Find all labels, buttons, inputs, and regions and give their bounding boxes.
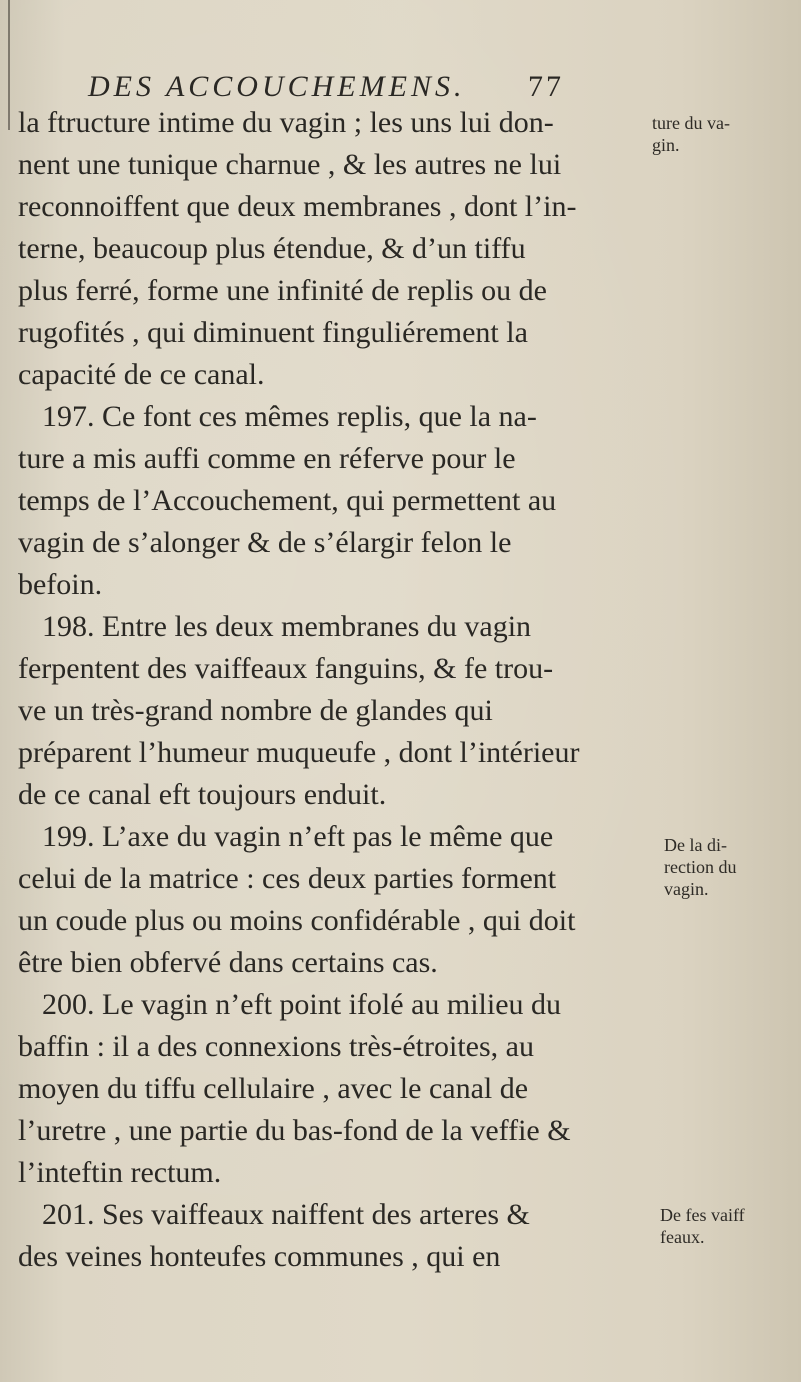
body-line: ve un très-grand nombre de glandes qui	[18, 694, 493, 727]
margin-note	[664, 834, 736, 900]
margin-note-line: ture du va-	[652, 113, 730, 133]
margin-note-line: rection du	[664, 857, 737, 877]
body-line: de ce canal eft toujours enduit.	[18, 778, 387, 811]
page-number: 77	[528, 70, 564, 103]
body-line: préparent l’humeur muqueufe , dont l’intérieur	[18, 736, 580, 769]
margin-note-line: feaux.	[660, 1227, 705, 1247]
header-title: DES ACCOUCHEMENS.	[88, 70, 466, 103]
body-line: ferpentent des vaiffeaux fanguins, & fe trou-	[18, 652, 554, 685]
body-line: 201. Ses vaiffeaux naiffent des arteres &	[42, 1198, 530, 1231]
body-line: 200. Le vagin n’eft point ifolé au milieu du	[42, 988, 562, 1021]
margin-note	[652, 112, 730, 156]
body-line: l’inteftin rectum.	[18, 1156, 222, 1189]
body-line: nent une tunique charnue , & les autres ne lui	[18, 148, 562, 181]
body-line: vagin de s’alonger & de s’élargir felon le	[18, 526, 512, 559]
margin-note-line: De la di-	[664, 835, 727, 855]
body-line: rugofités , qui diminuent finguliérement la	[18, 316, 528, 349]
body-line: plus ferré, forme une infinité de replis ou de	[18, 274, 547, 307]
running-header	[88, 70, 608, 104]
body-line: befoin.	[18, 568, 103, 601]
body-line: un coude plus ou moins confidérable , qui doit	[18, 904, 576, 937]
body-line: terne, beaucoup plus étendue, & d’un tiffu	[18, 232, 526, 265]
body-line: ture a mis auffi comme en réferve pour le	[18, 442, 516, 475]
body-line: être bien obfervé dans certains cas.	[18, 946, 438, 979]
body-line: des veines honteufes communes , qui en	[18, 1240, 501, 1273]
body-line: temps de l’Accouchement, qui permettent au	[18, 484, 557, 517]
body-line: baffin : il a des connexions très-étroites, au	[18, 1030, 534, 1063]
margin-note-line: gin.	[652, 135, 680, 155]
body-line: reconnoiffent que deux membranes , dont l’in-	[18, 190, 577, 223]
page-edge-line	[8, 0, 10, 130]
body-line: l’uretre , une partie du bas-fond de la veffie &	[18, 1114, 571, 1147]
body-line: moyen du tiffu cellulaire , avec le canal de	[18, 1072, 529, 1105]
body-line: 198. Entre les deux membranes du vagin	[42, 610, 532, 643]
body-line: capacité de ce canal.	[18, 358, 265, 391]
margin-note	[660, 1204, 745, 1248]
body-line: la ftructure intime du vagin ; les uns lui don-	[18, 106, 554, 139]
body-line: 197. Ce font ces mêmes replis, que la na-	[42, 400, 537, 433]
body-line: 199. L’axe du vagin n’eft pas le même que	[42, 820, 554, 853]
margin-note-line: De fes vaiff	[660, 1205, 745, 1225]
body-line: celui de la matrice : ces deux parties forment	[18, 862, 557, 895]
margin-note-line: vagin.	[664, 879, 709, 899]
